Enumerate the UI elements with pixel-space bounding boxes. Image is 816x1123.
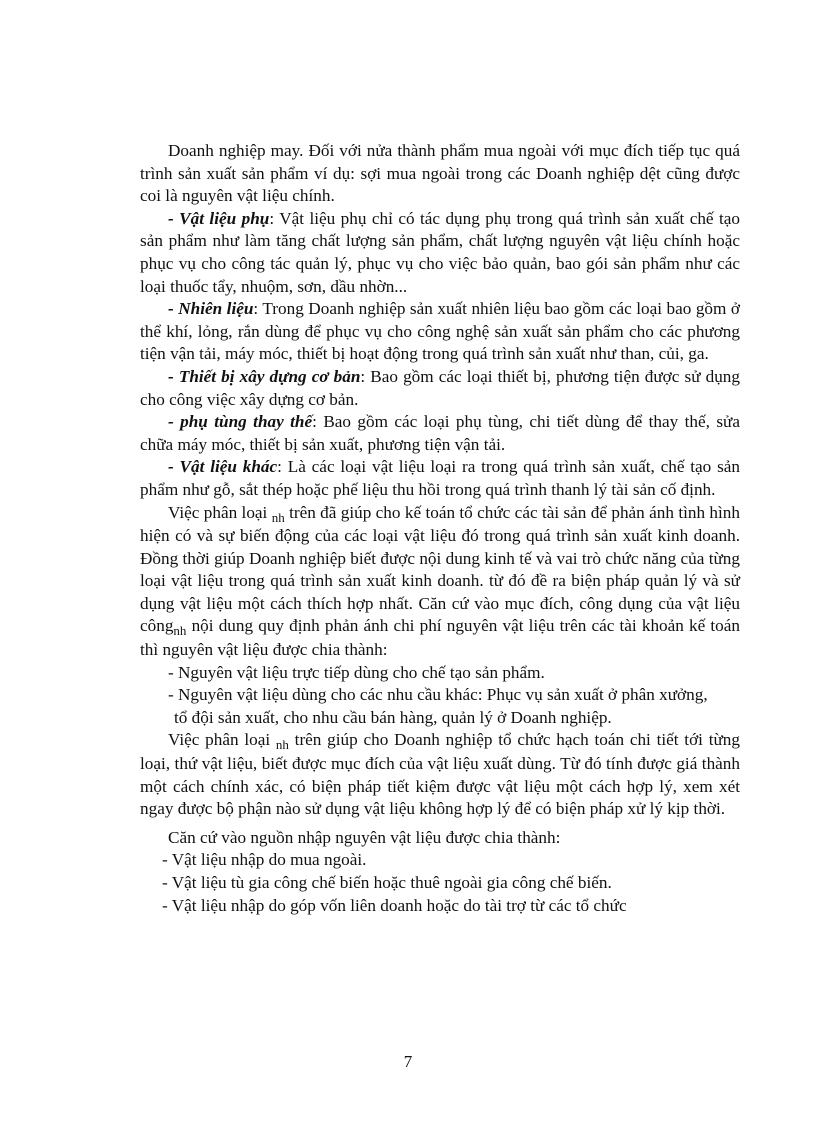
- text-segment: nội dung quy định phản ánh chi phí nguyên vật liệu trên các tài khoản kế toán thì nguyên vật liệu được chia thành:: [140, 616, 740, 660]
- heading-vat-lieu-phu: - Vật liệu phụ: [168, 208, 270, 228]
- text-vat-lieu-phu: : Vật liệu phụ chỉ có tác dụng phụ trong quá trình sản xuất chế tạo sản phẩm như làm tăng chất lượng sản phẩm, chất lượng nguyên vật liệu chính hoặc phục vụ cho công tác quản lý, phục vụ cho việc bảo quản, bao gói sản phẩm như các loại thuốc tẩy, nhuộm, sơn, dầu nhờn...: [140, 208, 740, 296]
- text-phu-tung: : Bao gồm các loại phụ tùng, chi tiết dùng để thay thế, sửa chữa máy móc, thiết bị sản xuất, phương tiện vận tải.: [140, 412, 740, 454]
- paragraph-thiet-bi: [140, 366, 740, 411]
- list-item: - Vật liệu nhập do góp vốn liên doanh hoặc do tài trợ từ các tổ chức: [162, 895, 627, 915]
- list-item: - Vật liệu nhập do mua ngoài.: [162, 850, 367, 870]
- document-body: [140, 140, 740, 917]
- paragraph-vat-lieu-phu: [140, 208, 740, 298]
- subscript-nh: nh: [173, 623, 187, 639]
- text-nhien-lieu: : Trong Doanh nghiệp sản xuất nhiên liệu bao gồm các loại bao gồm ở thể khí, lỏng, rắn dùng để phục vụ cho công nghệ sản xuất sản phẩm cho các phương tiện vận tải, máy móc, thiết bị hoạt động trong quá trình sản xuất như than, củi, ga.: [140, 299, 740, 364]
- subscript-nh: nh: [271, 509, 285, 525]
- list-item: - Vật liệu tù gia công chế biến hoặc thuê ngoài gia công chế biến.: [162, 873, 612, 892]
- text-segment: trên giúp cho Doanh nghiệp tổ chức hạch toán chi tiết tới từng loại, thứ vật liệu, biết được mục đích của vật liệu xuất dùng. Từ đó tính được giá thành một cách chính xác, có biện pháp tiết kiệm được vật liệu một cách hợp lý, xem xét ngay được bộ phận nào sử dụng vật liệu không hợp lý để có biện pháp xử lý kịp thời.: [140, 730, 740, 819]
- heading-thiet-bi: - Thiết bị xây dựng cơ bản: [168, 366, 361, 386]
- text-thiet-bi: : Bao gồm các loại thiết bị, phương tiện được sử dụng cho công việc xây dựng cơ bản.: [140, 366, 740, 409]
- list-item-continuation: tổ đội sản xuất, cho nhu cầu bán hàng, quản lý ở Doanh nghiệp.: [174, 707, 612, 727]
- list-item: - Nguyên vật liệu dùng cho các nhu cầu khác: Phục vụ sản xuất ở phân xưởng,: [168, 685, 708, 705]
- page-number: 7: [403, 1052, 413, 1071]
- paragraph-vat-lieu-khac: [140, 456, 740, 501]
- text-segment: Việc phân loại: [168, 730, 276, 750]
- list-item: - Nguyên vật liệu trực tiếp dùng cho chế tạo sản phẩm.: [168, 662, 545, 682]
- paragraph-1: Doanh nghiệp may. Đối với nửa thành phẩm mua ngoài với mục đích tiếp tục quá trình sản xuất sản phẩm ví dụ: sợi mua ngoài trong các Doanh nghiệp dệt cũng được coi là nguyên vật liệu chính.: [140, 141, 740, 206]
- paragraph-can-cu: Căn cứ vào nguồn nhập nguyên vật liệu được chia thành:: [168, 827, 561, 847]
- paragraph-phan-loai-1: [140, 502, 740, 662]
- heading-vat-lieu-khac: - Vật liệu khác: [168, 457, 278, 477]
- text-segment: Việc phân loại: [168, 502, 272, 522]
- subscript-nh: nh: [275, 737, 289, 753]
- heading-nhien-lieu: - Nhiên liệu: [168, 299, 254, 319]
- paragraph-phan-loai-2: [140, 729, 740, 820]
- text-segment: trên đã giúp cho kế toán tổ chức các tài sản để phản ánh tình hình hiện có và sự biến động của các loại vật liệu đó trong quá trình sản xuất kinh doanh. Đồng thời giúp Doanh nghiệp biết được nội dung kinh tế và vai trò chức năng của từng loại vật liệu trong quá trình sản xuất kinh doanh. từ đó đề ra biện pháp quản lý và sử dụng vật liệu một cách thích hợp nhất. Căn cứ vào mục đích, công dụng của vật liệu công: [140, 502, 740, 636]
- paragraph-phu-tung: [140, 411, 740, 456]
- text-vat-lieu-khac: : Là các loại vật liệu loại ra trong quá trình sản xuất, chế tạo sản phẩm như gỗ, sắt thép hoặc phế liệu thu hồi trong quá trình thanh lý tài sản cố định.: [140, 457, 741, 499]
- heading-phu-tung: - phụ tùng thay thế: [168, 412, 313, 432]
- paragraph-nhien-lieu: [140, 298, 740, 366]
